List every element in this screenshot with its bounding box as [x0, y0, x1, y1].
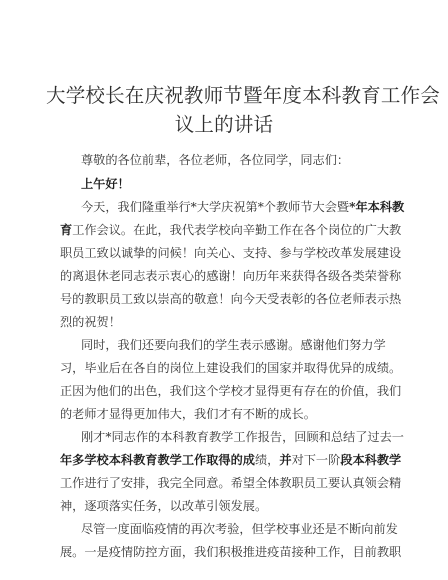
text-run: 今天，我们隆重举行*大学庆祝第*个教师节大会暨	[81, 200, 350, 214]
text-run: 工作会议。在此，我代表学校向辛勤工作在各个岗位的广大教	[72, 223, 402, 237]
paragraph-2-line-2: 习，毕业后在各自的岗位上建设我们的国家并取得优异的成绩。	[60, 361, 402, 375]
document-title	[46, 81, 441, 139]
title-line-2: 议上的讲话	[174, 113, 274, 136]
paragraph-1-line-5: 号的教职员工致以崇高的敬意！向今天受表彰的各位老师表示热	[60, 292, 402, 306]
paragraph-3-line-1: 刚才*同志作的本科教育教学工作报告，回顾和总结了过去一	[81, 430, 404, 444]
title-line-1: 大学校长在庆祝教师节暨年度本科教育工作会	[46, 84, 441, 107]
paragraph-1-line-3: 职员工致以诚挚的问候！向关心、支持、参与学校改革发展建设	[60, 246, 402, 260]
bold-text-run: 并	[279, 453, 292, 467]
paragraph-3-line-2	[60, 452, 401, 468]
paragraph-4-line-2: 展。一是疫情防控方面，我们积极推进疫苗接种工作，目前教职	[60, 545, 402, 559]
bold-text-run: 年多学校本科教育教学工作取得的成	[60, 453, 255, 467]
greeting: 尊敬的各位前辈，各位老师，各位同学，同志们：	[81, 153, 350, 167]
bold-text-run: 段本科教学	[340, 453, 402, 467]
paragraph-1-line-4: 的离退休老同志表示衷心的感谢！向历年来获得各级各类荣誉称	[60, 269, 402, 283]
salutation: 上午好！	[81, 177, 130, 191]
text-run: 对下一阶	[291, 453, 341, 467]
paragraph-2-line-4: 的老师才显得更加伟大，我们才有不断的成长。	[60, 407, 316, 421]
paragraph-1-line-1	[81, 199, 404, 215]
paragraph-1-line-6: 烈的祝贺！	[60, 315, 121, 329]
text-run: 绩，	[255, 453, 280, 467]
paragraph-2-line-3: 正因为他们的出色，我们这个学校才显得更有存在的价值，我们	[60, 384, 402, 398]
paragraph-4-line-1: 尽管一度面临疫情的再次考验，但学校事业还是不断向前发	[81, 522, 398, 536]
paragraph-2-line-1: 同时，我们还要向我们的学生表示感谢。感谢他们努力学	[81, 338, 386, 352]
bold-text-run: 育	[60, 223, 73, 237]
paragraph-1-line-2	[60, 222, 401, 238]
bold-text-run: *年本科教	[349, 200, 405, 214]
paragraph-3-line-4: 神，逐项落实任务，以改革引领发展。	[60, 499, 268, 513]
paragraph-3-line-3: 工作进行了安排，我完全同意。希望全体教职员工要认真领会精	[60, 476, 402, 490]
